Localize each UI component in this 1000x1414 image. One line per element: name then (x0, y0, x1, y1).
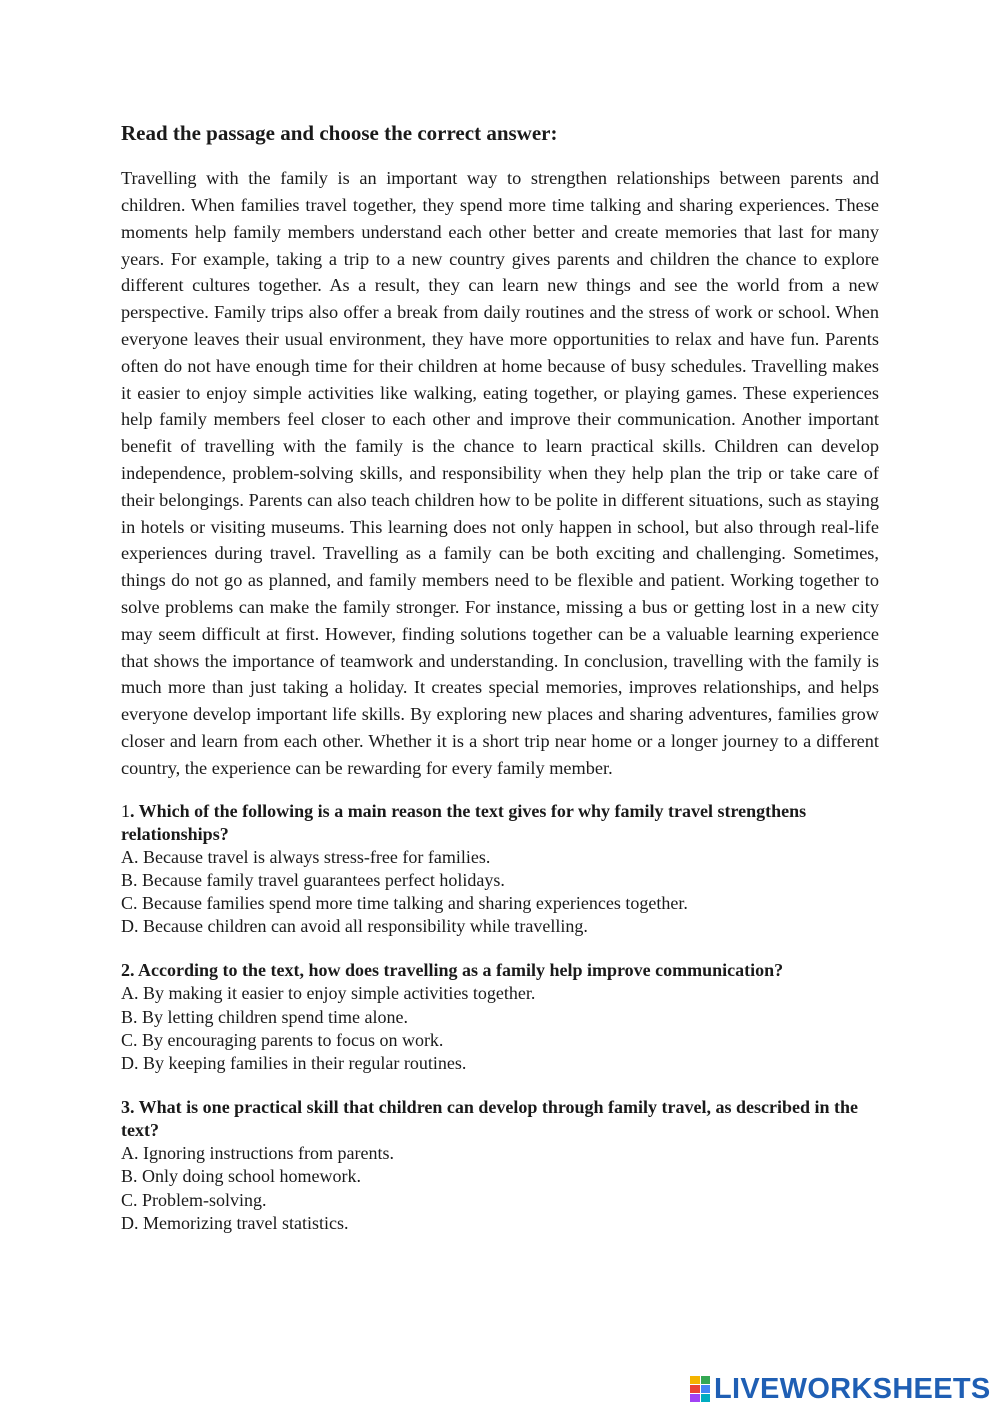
option-d[interactable]: D. Because children can avoid all responsibility while travelling. (121, 916, 588, 937)
answer-options (121, 846, 879, 939)
option-c[interactable]: C. Because families spend more time talking and sharing experiences together. (121, 893, 688, 914)
option-c[interactable]: C. Problem-solving. (121, 1189, 267, 1210)
option-c[interactable]: C. By encouraging parents to focus on work. (121, 1029, 444, 1050)
option-d[interactable]: D. Memorizing travel statistics. (121, 1212, 349, 1233)
question-text: . Which of the following is a main reason the text gives for why family travel strengthens relationships? (121, 800, 807, 844)
instructions-heading: Read the passage and choose the correct answer: (121, 121, 558, 145)
question-text: According to the text, how does travelling as a family help improve communication? (134, 960, 784, 981)
option-a[interactable]: A. By making it easier to enjoy simple activities together. (121, 983, 536, 1004)
liveworksheets-brand[interactable] (690, 1372, 991, 1406)
worksheet-page (121, 120, 879, 1256)
logo-block (690, 1376, 700, 1384)
option-d[interactable]: D. By keeping families in their regular routines. (121, 1053, 467, 1074)
option-b[interactable]: B. Only doing school homework. (121, 1166, 361, 1187)
question-stem (121, 800, 879, 846)
option-a[interactable]: A. Ignoring instructions from parents. (121, 1143, 394, 1164)
option-b[interactable]: B. Because family travel guarantees perfect holidays. (121, 869, 505, 890)
question-number: 3. (121, 1097, 135, 1118)
answer-options (121, 982, 879, 1075)
option-a[interactable]: A. Because travel is always stress-free for families. (121, 846, 491, 867)
brand-wordmark: LIVEWORKSHEETS (714, 1372, 991, 1405)
reading-passage: Travelling with the family is an important way to strengthen relationships between parents and children. When families travel together, they spend more time talking and sharing experiences. These moments help family members understand each other better and create memories that last for many years. For example, taking a trip to a new country gives parents and children the chance to explore different cultures together. As a result, they can learn new things and see the world from a new perspective. Family trips also offer a break from daily routines and the stress of work or school. When everyone leaves their usual environment, they have more opportunities to relax and have fun. Parents often do not have enough time for their children at home because of busy schedules. Travelling makes it easier to enjoy simple activities like walking, eating together, or playing games. These experiences help family members feel closer to each other and improve their communication. Another important benefit of travelling with the family is the chance to learn practical skills. Children can develop independence, problem-solving skills, and responsibility when they help plan the trip or take care of their belongings. Parents can also teach children how to be polite in different situations, such as staying in hotels or visiting museums. This learning does not only happen in school, but also through real-life experiences during travel. Travelling as a family can be both exciting and challenging. Sometimes, things do not go as planned, and family members need to be flexible and patient. Working together to solve problems can make the family stronger. For instance, missing a bus or getting lost in a new city may seem difficult at first. However, finding solutions together can be a valuable learning experience that shows the importance of teamwork and understanding. In conclusion, travelling with the family is much more than just taking a holiday. It creates special memories, improves relationships, and helps everyone develop important life skills. By exploring new places and sharing adventures, families grow closer and learn from each other. Whether it is a short trip near home or a longer journey to a different country, the experience can be rewarding for every family member. (121, 168, 879, 778)
logo-block (701, 1385, 711, 1393)
question-stem (121, 1096, 879, 1142)
question-3 (121, 1096, 879, 1235)
logo-block (701, 1394, 711, 1402)
logo-block (690, 1394, 700, 1402)
logo-block (690, 1385, 700, 1393)
question-text: What is one practical skill that children can develop through family travel, as described in the text? (121, 1097, 859, 1141)
answer-options (121, 1142, 879, 1235)
logo-block (701, 1376, 711, 1384)
question-number: 1 (121, 800, 130, 821)
question-stem (121, 959, 879, 982)
question-1 (121, 800, 879, 939)
question-number: 2. (121, 960, 135, 981)
liveworksheets-logo-icon (690, 1376, 710, 1402)
option-b[interactable]: B. By letting children spend time alone. (121, 1006, 408, 1027)
question-2 (121, 959, 879, 1075)
